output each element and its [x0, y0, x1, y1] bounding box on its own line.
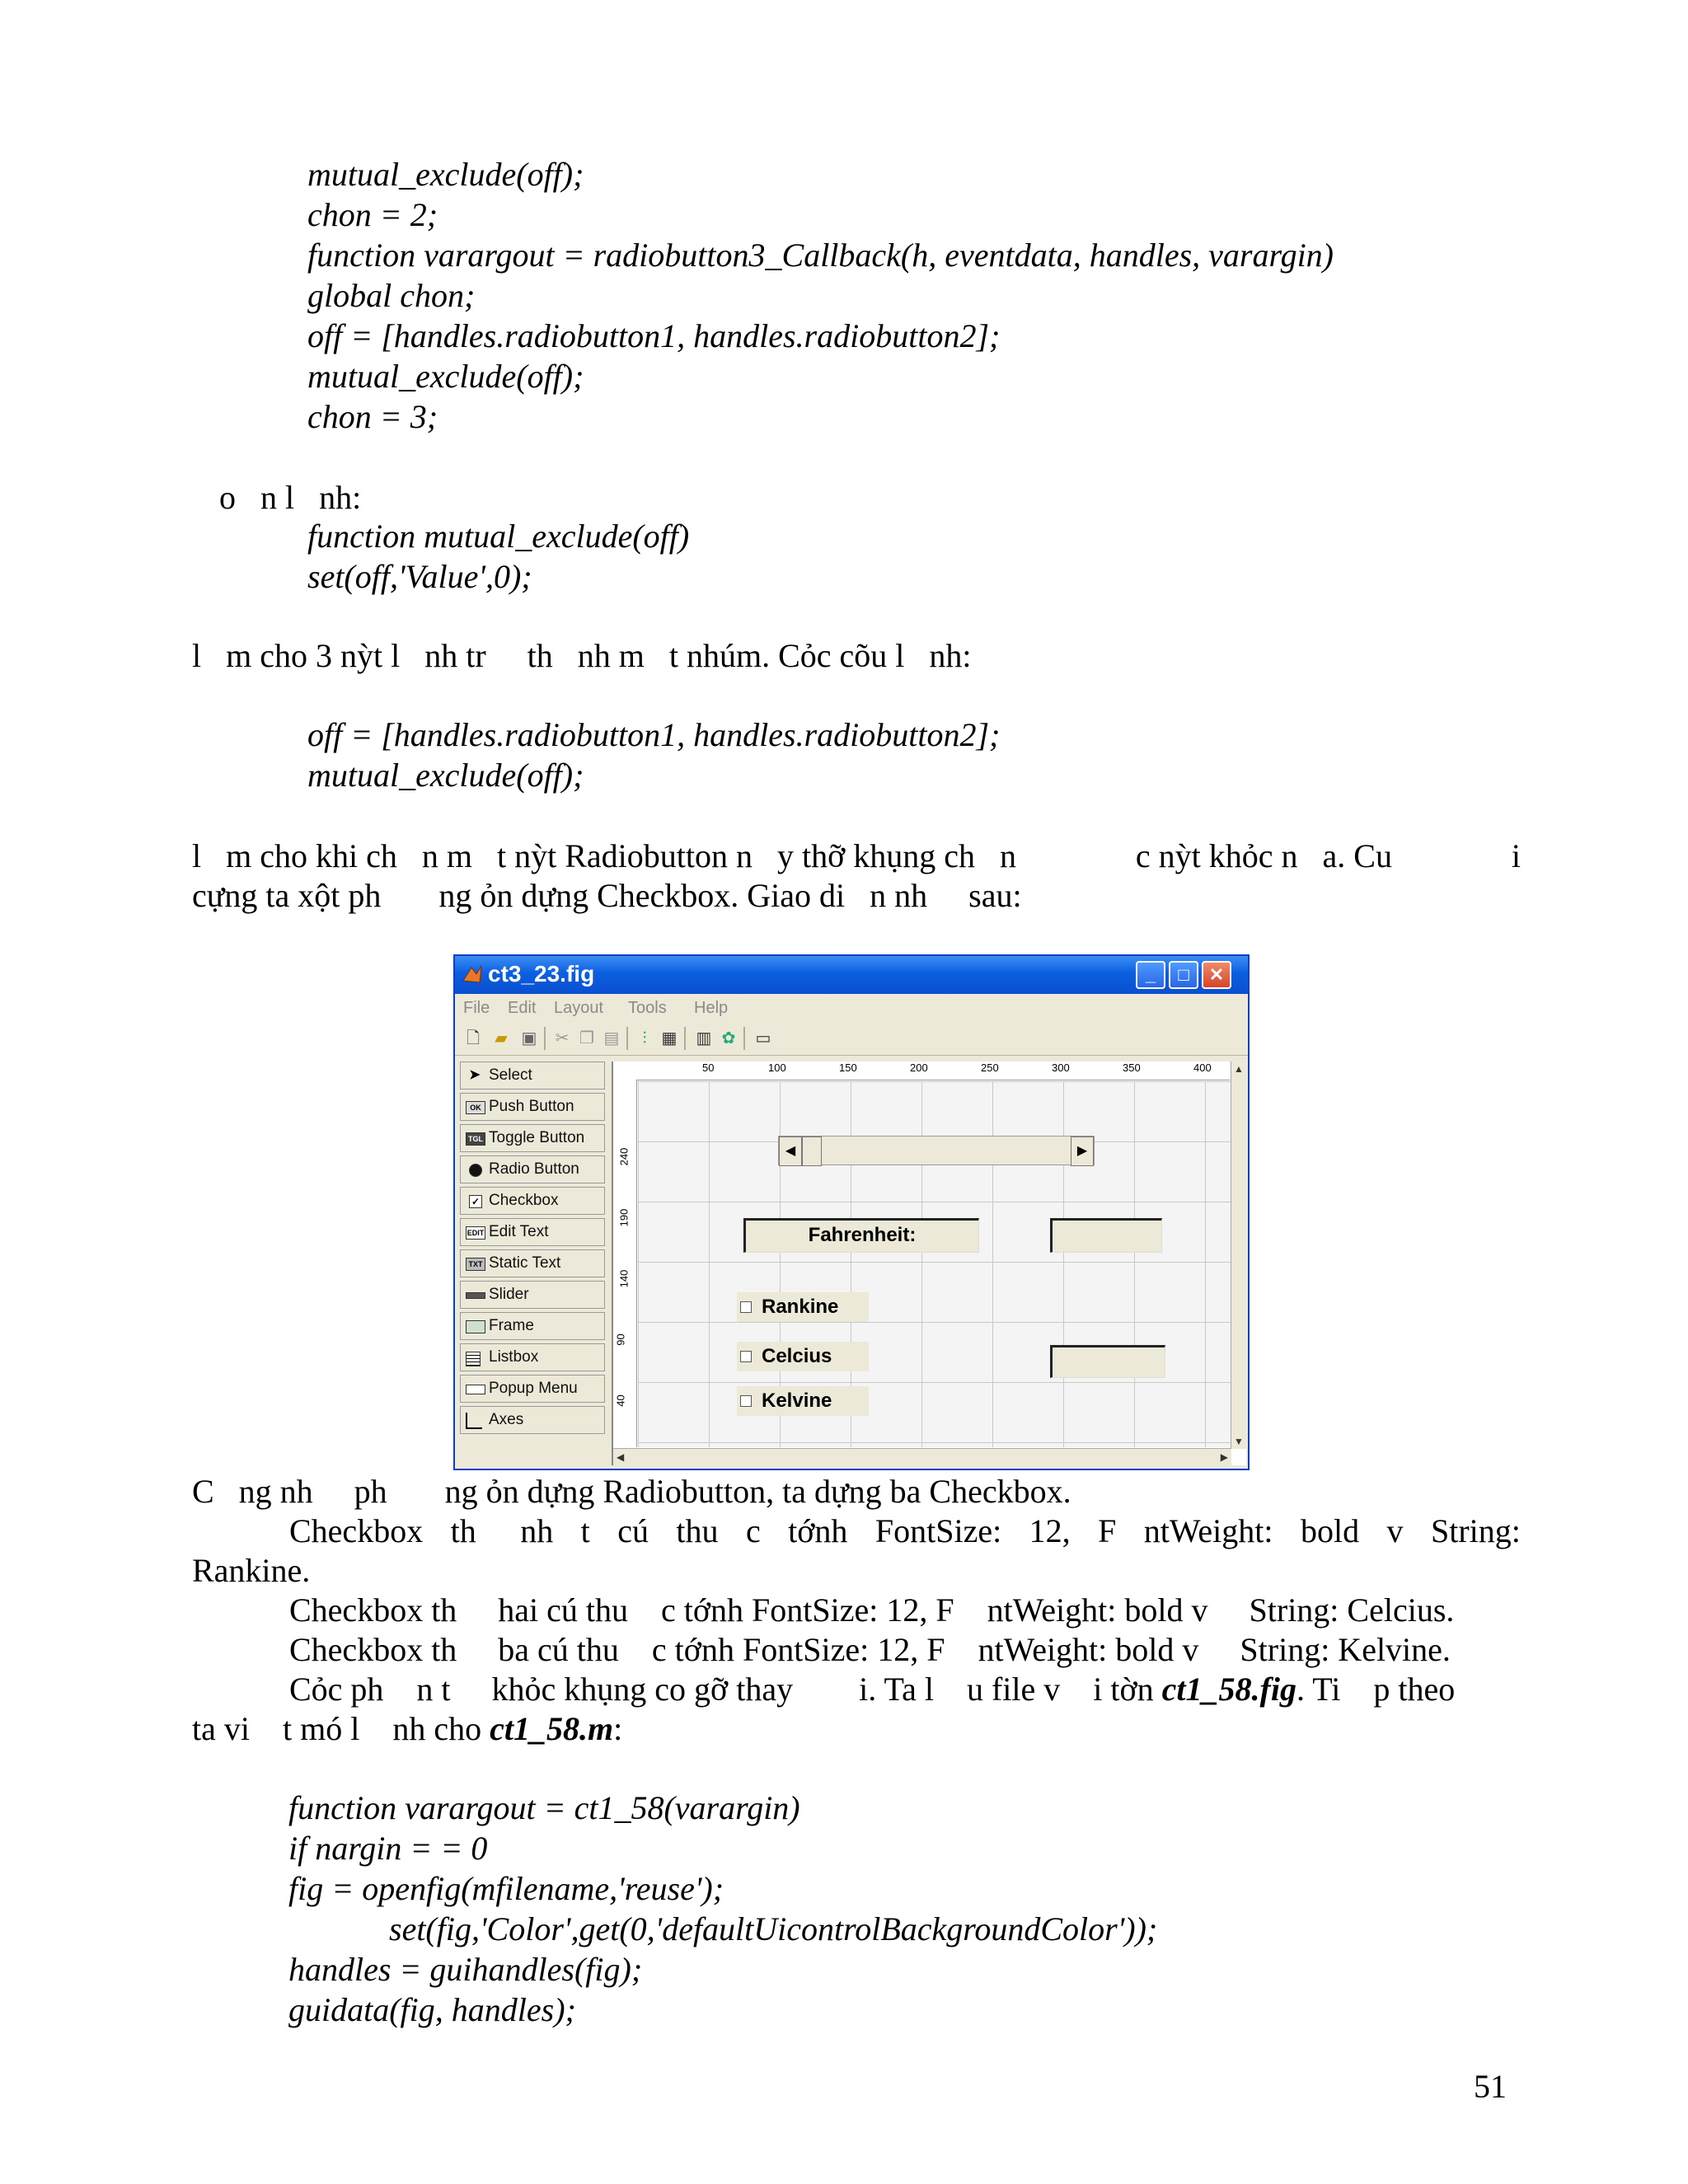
ruler-tick: 40 [614, 1394, 627, 1407]
code-line: chon = 2; [307, 196, 438, 233]
page-number: 51 [1474, 2068, 1507, 2105]
code-line: mutual_exclude(off); [307, 156, 584, 193]
new-file-icon[interactable]: 🗋 [466, 1029, 481, 1047]
checkbox-icon: ✓ [469, 1195, 482, 1208]
toolbar-separator [684, 1027, 686, 1050]
code-line: handles = guihandles(fig); [288, 1951, 643, 1988]
palette-select[interactable] [460, 1062, 605, 1090]
axes-icon [466, 1413, 482, 1429]
slider-right-arrow-icon[interactable]: ▶ [1071, 1137, 1094, 1166]
text-fragment: ta vi t mó l nh cho [192, 1710, 490, 1747]
guide-window [453, 954, 1250, 1470]
menu-help[interactable]: Help [694, 999, 729, 1017]
code-line: fig = openfig(mfilename,'reuse'); [288, 1870, 724, 1907]
slider-left-arrow-icon[interactable]: ◀ [779, 1137, 802, 1166]
slider-control[interactable] [778, 1136, 1095, 1165]
text-fragment: i [1511, 837, 1521, 874]
matlab-logo-icon [462, 963, 483, 986]
menu-bar [455, 994, 1248, 1022]
code-line: global chon; [307, 277, 476, 314]
minimize-button[interactable]: _ [1136, 961, 1165, 989]
ruler-tick: 350 [1123, 1062, 1141, 1074]
word: tớnh [788, 1512, 848, 1549]
ruler-tick: 300 [1052, 1062, 1070, 1074]
close-button[interactable]: ✕ [1202, 961, 1231, 989]
paragraph-line [289, 1511, 1521, 1551]
code-line: mutual_exclude(off); [307, 358, 584, 395]
code-line: mutual_exclude(off); [307, 757, 584, 794]
ruler-tick: 100 [768, 1062, 786, 1074]
code-line: function varargout = ct1_58(varargin) [288, 1789, 800, 1826]
word: thu [676, 1512, 719, 1549]
window-title: ct3_23.fig [488, 961, 595, 987]
slider-thumb[interactable] [802, 1137, 822, 1166]
paragraph-line: Checkbox th hai cú thu c tớnh FontSize: 12, F ntWeight: bold v String: Celcius. [289, 1591, 1455, 1629]
text-fragment: l m cho khi ch n m t nỳt Radiobutton n y thỡ khụng ch n [192, 837, 1016, 874]
code-line: off = [handles.radiobutton1, handles.radiobutton2]; [307, 317, 1001, 354]
word: ntWeight: [1143, 1512, 1273, 1549]
intro-text: o n l nh: [219, 479, 362, 516]
align-icon[interactable]: ⫶ [642, 1029, 647, 1047]
word: FontSize: [874, 1512, 1002, 1549]
ruler-tick: 400 [1193, 1062, 1212, 1074]
palette-frame[interactable] [460, 1312, 605, 1340]
palette-label: Select [489, 1066, 532, 1084]
fahrenheit-edit-field[interactable] [1050, 1218, 1162, 1253]
code-line: if nargin = = 0 [288, 1830, 488, 1867]
frame-icon [466, 1320, 485, 1333]
word: cú [617, 1512, 649, 1549]
toggle-button-icon: TGL [466, 1132, 485, 1146]
checkbox-label: Celcius [762, 1345, 832, 1367]
menu-tools[interactable]: Tools [628, 999, 667, 1017]
text-fragment: : [613, 1710, 623, 1747]
ruler-tick: 190 [617, 1208, 631, 1227]
paste-icon[interactable]: ▤ [603, 1029, 620, 1047]
code-line: function varargout = radiobutton3_Callback(h, eventdata, handles, varargin) [307, 237, 1334, 274]
title-bar [455, 956, 1248, 994]
word: String: [1430, 1512, 1521, 1549]
ruler-left [613, 1080, 637, 1447]
cut-icon[interactable]: ✂ [555, 1029, 570, 1047]
palette-checkbox[interactable] [460, 1187, 605, 1215]
code-line: chon = 3; [307, 398, 438, 435]
palette-label: Radio Button [489, 1160, 579, 1178]
maximize-button[interactable]: □ [1169, 961, 1198, 989]
listbox-icon [466, 1352, 481, 1366]
menu-layout[interactable]: Layout [554, 999, 604, 1017]
code-line: function mutual_exclude(off) [307, 518, 690, 555]
scroll-left-icon[interactable]: ◀ [617, 1451, 625, 1463]
popup-icon [466, 1385, 485, 1394]
edit-text-icon: EDIT [466, 1226, 485, 1240]
palette-radio-button[interactable] [460, 1155, 605, 1183]
scroll-down-icon[interactable]: ▼ [1234, 1436, 1244, 1447]
ruler-tick: 150 [839, 1062, 857, 1074]
word: 12, [1029, 1512, 1071, 1549]
component-palette [460, 1062, 607, 1457]
horizontal-scrollbar[interactable] [613, 1448, 1231, 1465]
toolbar [455, 1022, 1248, 1056]
radio-icon [469, 1164, 482, 1177]
palette-label: Popup Menu [489, 1380, 578, 1397]
paragraph-line [192, 837, 1521, 876]
push-button-icon: OK [466, 1101, 485, 1114]
ruler-tick: 250 [981, 1062, 999, 1074]
paragraph-line: Checkbox th ba cú thu c tớnh FontSize: 12, F ntWeight: bold v String: Kelvine. [289, 1631, 1451, 1668]
palette-popup-menu[interactable] [460, 1375, 605, 1403]
code-line: set(fig,'Color',get(0,'defaultUicontrolBackgroundColor')); [389, 1910, 1158, 1947]
ruler-tick: 50 [702, 1062, 715, 1074]
word: t [580, 1512, 590, 1549]
palette-label: Slider [489, 1286, 529, 1303]
file-name: ct1_58.m [490, 1710, 614, 1747]
word: bold [1300, 1512, 1360, 1549]
scroll-up-icon[interactable]: ▲ [1234, 1063, 1244, 1075]
static-text-icon: TXT [466, 1258, 485, 1271]
palette-push-button[interactable] [460, 1093, 605, 1121]
fahrenheit-static-text[interactable]: Fahrenheit: [743, 1218, 979, 1253]
ruler-top [636, 1062, 1230, 1080]
ruler-tick: 140 [617, 1269, 631, 1288]
save-icon[interactable]: ▣ [521, 1029, 537, 1047]
checkbox-celcius[interactable] [737, 1342, 869, 1371]
palette-label: Frame [489, 1317, 534, 1334]
checkbox-rankine[interactable] [737, 1292, 869, 1322]
code-line: off = [handles.radiobutton1, handles.radiobutton2]; [307, 716, 1001, 753]
palette-edit-text[interactable] [460, 1218, 605, 1246]
checkbox-box [740, 1301, 752, 1313]
arrow-icon: ➤ [469, 1068, 481, 1082]
menu-edit[interactable]: Edit [508, 999, 537, 1017]
code-line: guidata(fig, handles); [288, 1991, 576, 2028]
paragraph: C ng nh ph ng ỏn dựng Radiobutton, ta dựng ba Checkbox. [192, 1473, 1071, 1510]
paragraph-line: Rankine. [192, 1552, 311, 1589]
menu-file[interactable]: File [463, 999, 490, 1017]
palette-static-text[interactable] [460, 1249, 605, 1277]
file-name: ct1_58.fig [1161, 1671, 1296, 1708]
palette-label: Listbox [489, 1348, 539, 1366]
ruler-tick: 90 [614, 1333, 627, 1346]
palette-listbox[interactable] [460, 1343, 605, 1371]
toolbar-separator [743, 1027, 745, 1050]
checkbox-label: Rankine [762, 1296, 839, 1318]
object-browser-icon[interactable]: ✿ [721, 1029, 736, 1047]
checkbox-kelvine[interactable] [737, 1386, 869, 1416]
vertical-scrollbar[interactable] [1231, 1062, 1246, 1449]
checkbox-box [740, 1351, 752, 1362]
palette-label: Axes [489, 1411, 524, 1428]
paragraph-line: cựng ta xột ph ng ỏn dựng Checkbox. Giao di n nh sau: [192, 877, 1022, 914]
property-inspector-icon[interactable]: ▥ [696, 1029, 712, 1047]
word: v [1386, 1512, 1404, 1549]
palette-label: Checkbox [489, 1192, 559, 1209]
ruler-tick: 200 [910, 1062, 928, 1074]
palette-slider[interactable] [460, 1281, 605, 1309]
checkbox-box [740, 1395, 752, 1407]
palette-label: Static Text [489, 1254, 561, 1272]
toolbar-separator [626, 1027, 628, 1050]
open-folder-icon[interactable]: ▰ [495, 1029, 508, 1047]
scroll-right-icon[interactable]: ▶ [1220, 1451, 1228, 1463]
ruler-tick: 240 [617, 1147, 631, 1166]
result-edit-field[interactable] [1050, 1345, 1165, 1378]
text-fragment: c nỳt khỏc n a. Cu [1135, 837, 1392, 874]
word: F [1098, 1512, 1117, 1549]
slider-icon [466, 1292, 485, 1299]
activate-figure-icon[interactable]: ▭ [755, 1029, 771, 1047]
menu-editor-icon[interactable]: ▦ [661, 1029, 678, 1047]
palette-label: Toggle Button [489, 1129, 585, 1146]
word: nh [504, 1512, 554, 1549]
paragraph-line [192, 1709, 622, 1749]
toolbar-separator [544, 1027, 546, 1050]
paragraph: l m cho 3 nỳt l nh tr th nh m t nhúm. Cỏc cõu l nh: [192, 637, 972, 674]
word: c [745, 1512, 761, 1549]
palette-label: Push Button [489, 1098, 574, 1115]
checkbox-label: Kelvine [762, 1390, 832, 1412]
layout-canvas[interactable] [612, 1062, 1246, 1465]
code-line: set(off,'Value',0); [307, 558, 532, 595]
palette-toggle-button[interactable] [460, 1124, 605, 1152]
palette-label: Edit Text [489, 1223, 549, 1240]
palette-axes[interactable] [460, 1406, 605, 1434]
copy-icon[interactable]: ❐ [579, 1029, 594, 1047]
word: Checkbox [289, 1512, 424, 1549]
text-fragment: Cỏc ph n t khỏc khụng co gỡ thay i. Ta l u file v i tờn [289, 1671, 1162, 1708]
text-fragment: . Ti p theo [1296, 1671, 1456, 1708]
word: th [450, 1512, 476, 1549]
paragraph-line [289, 1670, 1455, 1709]
